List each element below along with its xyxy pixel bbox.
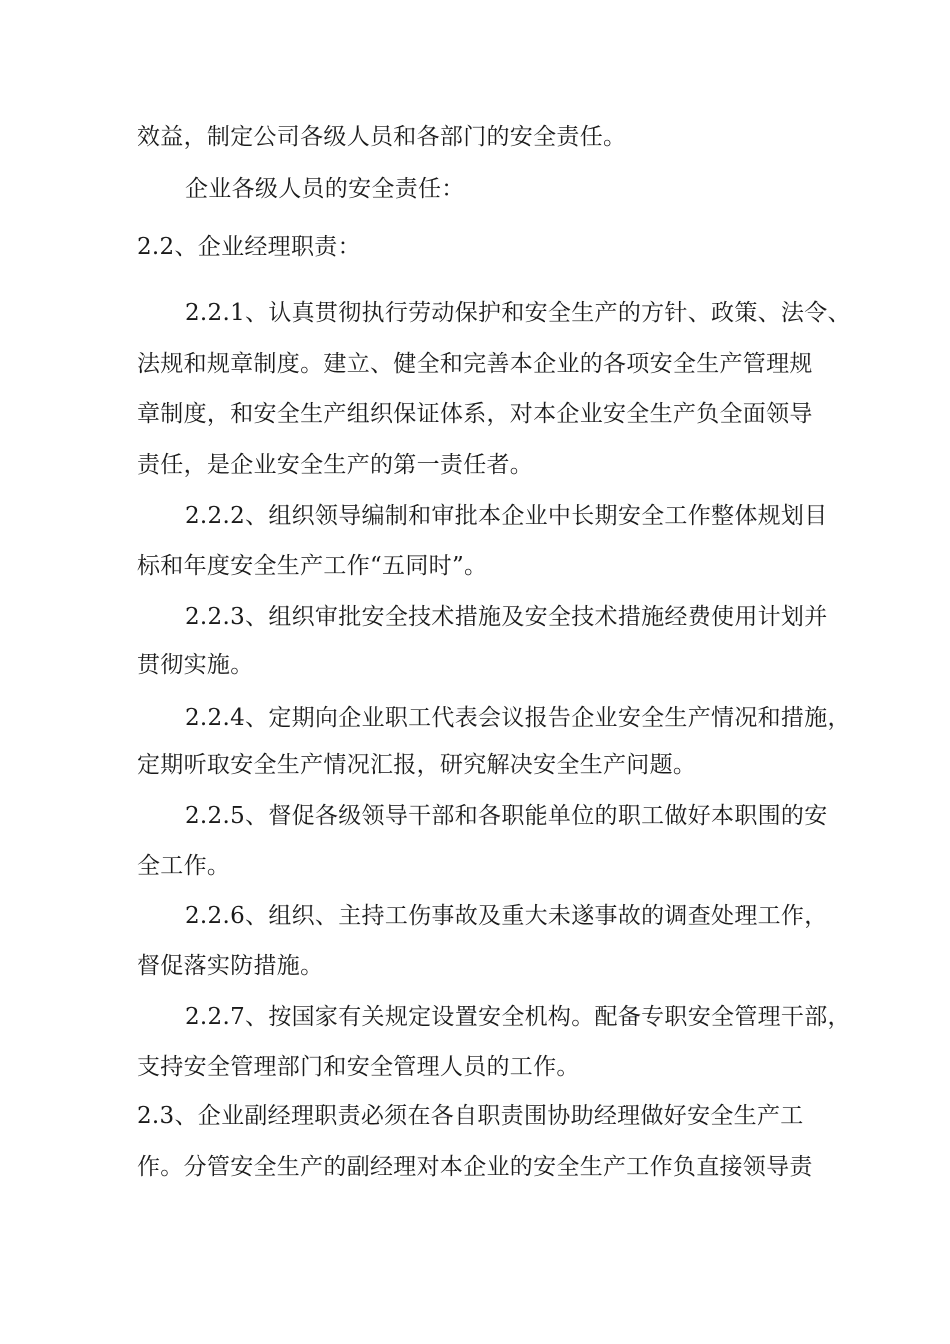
- text-line: 贯彻实施。: [137, 652, 254, 678]
- text-line: 企业各级人员的安全责任：: [185, 176, 465, 202]
- text-line: 章制度，和安全生产组织保证体系，对本企业安全生产负全面领导: [137, 401, 813, 427]
- text-line: 2.2.4、定期向企业职工代表会议报告企业安全生产情况和措施，: [185, 705, 851, 731]
- text-line: 2.2.3、组织审批安全技术措施及安全技术措施经费使用计划并: [185, 604, 828, 630]
- text-line: 效益，制定公司各级人员和各部门的安全责任。: [137, 124, 627, 150]
- text-line: 支持安全管理部门和安全管理人员的工作。: [137, 1054, 580, 1080]
- text-line: 2.2.1、认真贯彻执行劳动保护和安全生产的方针、政策、法令、: [185, 300, 851, 326]
- section-heading: 2.2、企业经理职责：: [137, 234, 361, 260]
- text-line: 2.2.2、组织领导编制和审批本企业中长期安全工作整体规划目: [185, 503, 828, 529]
- text-line: 2.2.7、按国家有关规定设置安全机构。配备专职安全管理干部，: [185, 1004, 851, 1030]
- text-line: 责任，是企业安全生产的第一责任者。: [137, 452, 534, 478]
- text-line: 标和年度安全生产工作“五同时”。: [137, 553, 488, 579]
- text-line: 全工作。: [137, 853, 231, 879]
- text-line: 2.2.6、组织、主持工伤事故及重大未遂事故的调查处理工作，: [185, 903, 828, 929]
- text-line: 作。分管安全生产的副经理对本企业的安全生产工作负直接领导责: [137, 1154, 813, 1180]
- text-line: 2.2.5、督促各级领导干部和各职能单位的职工做好本职围的安: [185, 803, 828, 829]
- text-line: 法规和规章制度。建立、健全和完善本企业的各项安全生产管理规: [137, 351, 813, 377]
- section-heading: 2.3、企业副经理职责必须在各自职责围协助经理做好安全生产工: [137, 1103, 804, 1129]
- text-line: 定期听取安全生产情况汇报，研究解决安全生产问题。: [137, 752, 697, 778]
- text-line: 督促落实防措施。: [137, 953, 324, 979]
